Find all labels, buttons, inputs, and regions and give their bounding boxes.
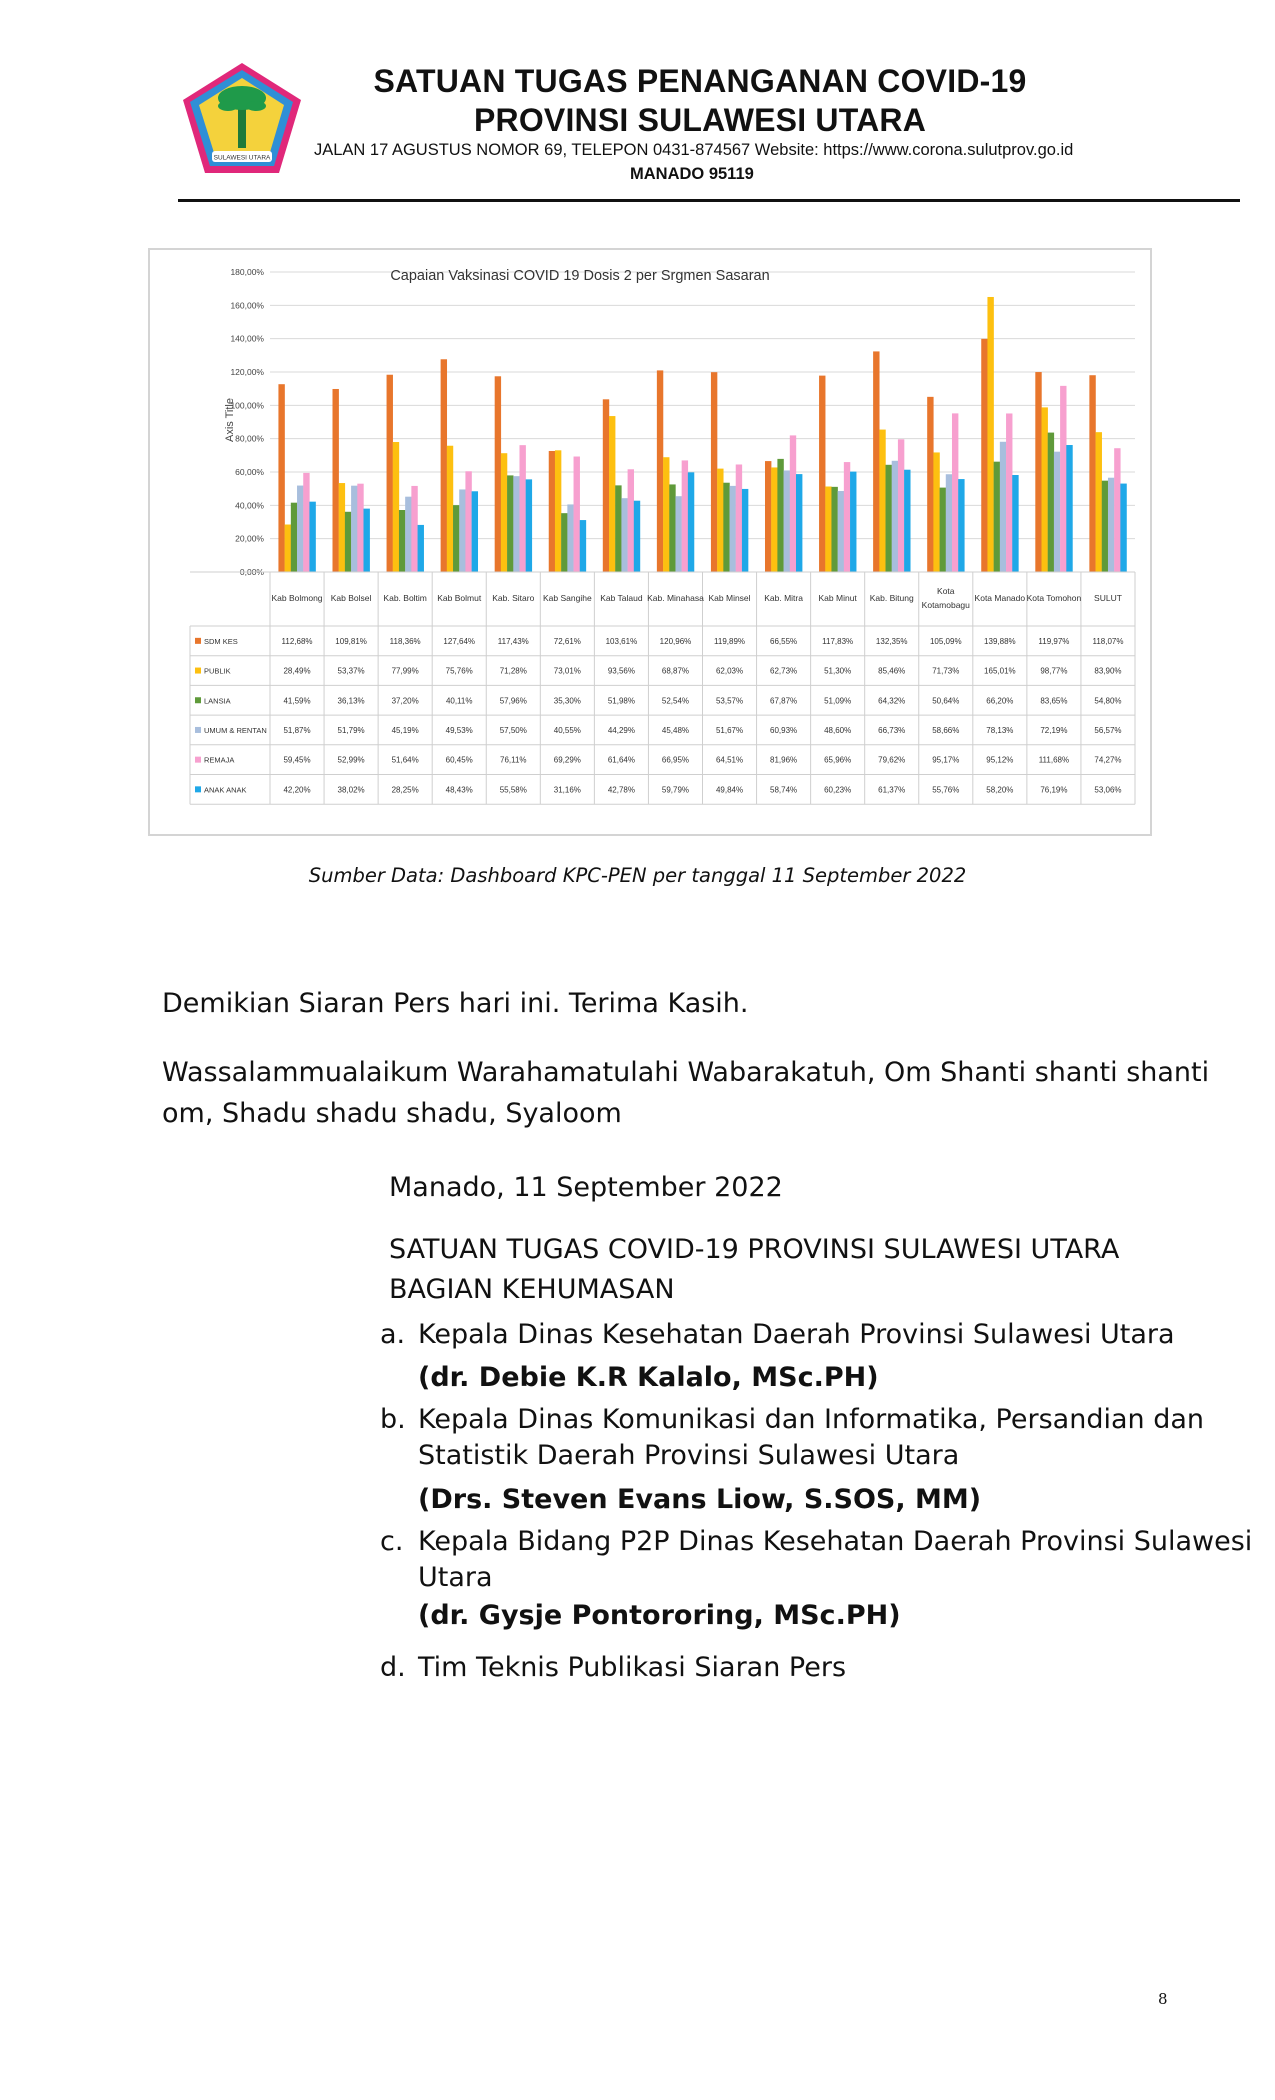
bar xyxy=(904,470,910,572)
legend-entry: SDM KES xyxy=(204,636,238,646)
bar xyxy=(663,457,669,572)
bar xyxy=(771,467,777,572)
chart-svg xyxy=(150,250,1150,834)
bar xyxy=(363,509,369,572)
bar xyxy=(730,486,736,572)
logo-text: SULAWESI UTARA xyxy=(213,154,271,162)
bar xyxy=(634,501,640,572)
data-label: 53,06% xyxy=(1094,785,1122,795)
data-label: 75,76% xyxy=(445,666,473,676)
data-label: 51,67% xyxy=(715,725,744,735)
x-tick-label: Kab Bolmong xyxy=(271,593,323,603)
bar xyxy=(387,375,393,572)
bar xyxy=(447,446,453,572)
bar xyxy=(309,502,315,572)
y-tick-label: 40,00% xyxy=(235,500,264,511)
bar xyxy=(297,486,303,572)
data-label: 53,57% xyxy=(715,696,744,706)
header-rule xyxy=(178,199,1240,202)
place-date: Manado, 11 September 2022 xyxy=(389,1172,783,1203)
list-item-name: (dr. Debie K.R Kalalo, MSc.PH) xyxy=(418,1362,879,1393)
data-label: 79,62% xyxy=(878,755,906,765)
bar xyxy=(628,469,634,572)
data-label: 66,95% xyxy=(661,755,690,765)
vaccination-chart xyxy=(148,248,1152,836)
bar xyxy=(501,453,507,572)
bar xyxy=(669,484,675,572)
bar xyxy=(717,469,723,572)
bar xyxy=(850,472,856,572)
data-label: 73,01% xyxy=(553,666,581,676)
y-tick-label: 80,00% xyxy=(235,433,264,444)
bar xyxy=(519,445,525,572)
x-tick-label: Kab Sangihe xyxy=(543,593,592,603)
data-label: 62,73% xyxy=(770,666,798,676)
data-label: 59,45% xyxy=(283,755,311,765)
data-label: 127,64% xyxy=(443,636,476,646)
bar xyxy=(555,450,561,572)
list-item-text: Kepala Dinas Kesehatan Daerah Provinsi Sulawesi Utara xyxy=(418,1319,1175,1350)
bar xyxy=(1006,413,1012,572)
data-label: 60,93% xyxy=(770,725,798,735)
bar xyxy=(1102,481,1108,572)
data-label: 55,76% xyxy=(932,785,960,795)
y-tick-label: 160,00% xyxy=(230,300,264,311)
list-item-label: a. xyxy=(380,1319,406,1350)
bar xyxy=(418,525,424,572)
bar xyxy=(399,510,405,572)
data-label: 69,29% xyxy=(553,755,581,765)
y-tick-label: 60,00% xyxy=(235,467,264,477)
bar xyxy=(1096,432,1102,572)
data-label: 71,73% xyxy=(932,666,960,676)
data-label: 119,89% xyxy=(714,636,746,646)
logo-emblem xyxy=(180,60,304,176)
bar xyxy=(657,370,663,572)
data-label: 52,99% xyxy=(337,755,365,765)
list-item-text: Kepala Dinas Komunikasi dan Informatika, Persandian dan xyxy=(418,1404,1204,1435)
data-label: 57,96% xyxy=(499,696,527,706)
data-label: 105,09% xyxy=(929,636,962,646)
bar xyxy=(465,471,471,572)
legend-swatch xyxy=(195,786,201,792)
bar xyxy=(609,416,615,572)
bar xyxy=(873,351,879,572)
list-item-label: c. xyxy=(380,1526,404,1557)
data-label: 67,87% xyxy=(770,696,798,706)
bar xyxy=(892,461,898,572)
header-title-line1: SATUAN TUGAS PENANGANAN COVID-19 xyxy=(373,63,1027,99)
legend-swatch xyxy=(195,668,201,674)
legend-entry: PUBLIK xyxy=(204,666,231,676)
bar xyxy=(549,451,555,572)
bar xyxy=(898,439,904,572)
bar xyxy=(838,491,844,572)
data-label: 28,25% xyxy=(391,785,419,795)
data-label: 38,02% xyxy=(337,785,365,795)
data-label: 41,59% xyxy=(283,696,311,706)
page-number: 8 xyxy=(1158,1990,1168,2008)
legend-entry: UMUM & RENTAN xyxy=(204,725,267,735)
x-tick-label: Kab. Sitaro xyxy=(492,593,535,603)
data-label: 51,64% xyxy=(391,755,419,765)
bar xyxy=(357,484,363,572)
data-label: 83,65% xyxy=(1040,696,1068,706)
data-label: 111,68% xyxy=(1038,755,1070,765)
data-label: 72,19% xyxy=(1040,725,1068,735)
bar xyxy=(411,486,417,572)
data-label: 40,55% xyxy=(553,725,581,735)
bar xyxy=(472,491,478,572)
legend-entry: LANSIA xyxy=(204,696,231,706)
legend-entry: REMAJA xyxy=(204,755,235,765)
data-label: 51,79% xyxy=(337,725,365,735)
x-tick-label: Kab Talaud xyxy=(600,593,643,603)
legend-swatch xyxy=(195,638,201,644)
data-label: 51,87% xyxy=(283,725,311,735)
data-label: 109,81% xyxy=(335,636,367,646)
data-label: 54,80% xyxy=(1094,696,1122,706)
y-tick-label: 100,00% xyxy=(230,400,264,411)
bar xyxy=(603,399,609,572)
header-title-line2: PROVINSI SULAWESI UTARA xyxy=(473,102,927,138)
bar xyxy=(1042,407,1048,572)
data-label: 117,83% xyxy=(822,636,854,646)
x-tick-label: Kab Minsel xyxy=(708,593,751,603)
bar xyxy=(513,476,519,572)
x-tick-label: Kota xyxy=(937,586,955,596)
bar xyxy=(981,339,987,572)
data-label: 58,66% xyxy=(932,725,960,735)
data-label: 45,19% xyxy=(391,725,419,735)
data-label: 68,87% xyxy=(661,666,690,676)
data-label: 50,64% xyxy=(932,696,960,706)
data-label: 74,27% xyxy=(1094,755,1122,765)
data-label: 76,11% xyxy=(500,755,527,765)
bar xyxy=(621,498,627,572)
bar xyxy=(819,376,825,572)
data-label: 119,97% xyxy=(1038,636,1070,646)
data-label: 95,12% xyxy=(986,755,1014,765)
list-item-text: Statistik Daerah Provinsi Sulawesi Utara xyxy=(418,1440,960,1471)
data-label: 118,36% xyxy=(389,636,421,646)
bar xyxy=(526,479,532,572)
greeting-line1: Wassalammualaikum Warahamatulahi Wabarakatuh, Om Shanti shanti shanti xyxy=(162,1057,1210,1088)
org-line1: SATUAN TUGAS COVID-19 PROVINSI SULAWESI UTARA xyxy=(389,1234,1120,1265)
bar xyxy=(765,461,771,572)
list-item-name: (Drs. Steven Evans Liow, S.SOS, MM) xyxy=(418,1484,982,1515)
legend-swatch xyxy=(195,727,201,733)
data-label: 83,90% xyxy=(1094,666,1122,676)
y-axis-label: Axis Title xyxy=(224,397,236,443)
y-tick-label: 120,00% xyxy=(230,367,264,377)
bar xyxy=(332,389,338,572)
data-label: 35,30% xyxy=(553,696,581,706)
bar xyxy=(711,372,717,572)
data-label: 64,32% xyxy=(878,696,906,706)
legend-swatch xyxy=(195,757,201,763)
legend-swatch xyxy=(195,697,201,703)
data-label: 64,51% xyxy=(715,755,744,765)
bar xyxy=(940,488,946,572)
data-label: 60,23% xyxy=(824,785,852,795)
bar xyxy=(339,483,345,572)
bar xyxy=(844,462,850,572)
data-label: 58,20% xyxy=(986,785,1014,795)
bar xyxy=(495,376,501,572)
data-label: 85,46% xyxy=(878,666,906,676)
bar xyxy=(742,489,748,572)
bar xyxy=(682,460,688,572)
bar xyxy=(285,525,291,572)
header-city: MANADO 95119 xyxy=(630,165,754,183)
x-tick-label: Kotamobagu xyxy=(921,600,970,610)
data-label: 65,96% xyxy=(824,755,852,765)
chart-title: Capaian Vaksinasi COVID 19 Dosis 2 per Srgmen Sasaran xyxy=(390,268,770,284)
list-item-text: Tim Teknis Publikasi Siaran Pers xyxy=(418,1652,847,1683)
data-label: 98,77% xyxy=(1040,666,1068,676)
data-label: 132,35% xyxy=(875,636,908,646)
data-label: 58,74% xyxy=(770,785,798,795)
bar xyxy=(393,442,399,572)
list-item-label: b. xyxy=(380,1404,406,1435)
bar xyxy=(994,462,1000,572)
data-label: 61,64% xyxy=(607,755,635,765)
data-label: 66,55% xyxy=(770,636,798,646)
data-label: 60,45% xyxy=(445,755,473,765)
bar xyxy=(1035,372,1041,572)
bar xyxy=(1120,484,1126,572)
bar xyxy=(459,489,465,572)
data-label: 93,56% xyxy=(607,666,635,676)
bar xyxy=(580,520,586,572)
list-item-text: Utara xyxy=(418,1562,493,1593)
bar xyxy=(561,513,567,572)
x-tick-label: Kota Manado xyxy=(974,593,1026,603)
data-label: 44,29% xyxy=(607,725,635,735)
data-label: 40,11% xyxy=(445,696,473,706)
chart-caption: Sumber Data: Dashboard KPC-PEN per tanggal 11 September 2022 xyxy=(308,864,967,887)
bar xyxy=(303,473,309,572)
data-label: 59,79% xyxy=(661,785,690,795)
x-tick-label: Kab Minut xyxy=(818,593,857,603)
bar xyxy=(351,486,357,572)
closing-text: Demikian Siaran Pers hari ini. Terima Kasih. xyxy=(162,988,749,1019)
data-label: 51,98% xyxy=(607,696,635,706)
data-label: 57,50% xyxy=(499,725,527,735)
data-label: 51,30% xyxy=(824,666,852,676)
header-address: JALAN 17 AGUSTUS NOMOR 69, TELEPON 0431-874567 Website: https://www.corona.sulutprov.go.id xyxy=(314,141,1074,159)
bar xyxy=(507,475,513,572)
bar xyxy=(777,459,783,572)
x-tick-label: SULUT xyxy=(1094,593,1122,603)
bar xyxy=(933,452,939,572)
x-tick-label: Kab. Boltim xyxy=(383,593,427,603)
data-label: 66,20% xyxy=(986,696,1014,706)
bar xyxy=(567,504,573,572)
x-tick-label: Kota Tomohon xyxy=(1026,593,1082,603)
bar xyxy=(952,413,958,572)
bar xyxy=(675,496,681,572)
data-label: 28,49% xyxy=(283,666,311,676)
x-tick-label: Kab. Mitra xyxy=(764,593,803,603)
list-item-name: (dr. Gysje Pontororing, MSc.PH) xyxy=(418,1600,901,1631)
bar xyxy=(796,474,802,572)
bar xyxy=(1114,448,1120,572)
bar xyxy=(987,297,993,572)
bar xyxy=(441,359,447,572)
data-label: 45,48% xyxy=(661,725,690,735)
data-label: 49,84% xyxy=(715,785,744,795)
data-label: 36,13% xyxy=(337,696,365,706)
data-label: 42,78% xyxy=(607,785,635,795)
data-label: 118,07% xyxy=(1092,636,1124,646)
data-label: 81,96% xyxy=(770,755,798,765)
list-item-label: d. xyxy=(380,1652,406,1683)
data-label: 55,58% xyxy=(499,785,527,795)
data-label: 103,61% xyxy=(605,636,638,646)
bar xyxy=(736,464,742,572)
data-label: 77,99% xyxy=(391,666,419,676)
bar xyxy=(784,470,790,572)
bar xyxy=(1060,386,1066,572)
bar xyxy=(1048,433,1054,572)
bar xyxy=(453,505,459,572)
data-label: 56,57% xyxy=(1094,725,1122,735)
greeting-line2: om, Shadu shadu shadu, Syaloom xyxy=(162,1098,622,1129)
bar xyxy=(1108,478,1114,572)
bar xyxy=(723,483,729,572)
data-label: 52,54% xyxy=(661,696,690,706)
data-label: 112,68% xyxy=(281,636,313,646)
data-label: 53,37% xyxy=(337,666,365,676)
data-label: 95,17% xyxy=(932,755,960,765)
data-label: 71,28% xyxy=(499,666,527,676)
y-tick-label: 0,00% xyxy=(239,567,264,577)
data-label: 76,19% xyxy=(1040,785,1068,795)
bar xyxy=(345,512,351,572)
bar xyxy=(291,503,297,572)
data-label: 37,20% xyxy=(391,696,419,706)
x-tick-label: Kab Bolmut xyxy=(437,593,482,603)
data-label: 66,73% xyxy=(878,725,906,735)
data-label: 48,60% xyxy=(824,725,852,735)
data-label: 139,88% xyxy=(984,636,1016,646)
data-label: 117,43% xyxy=(497,636,529,646)
bar xyxy=(1012,475,1018,572)
x-tick-label: Kab. Minahasa xyxy=(647,593,704,603)
bar xyxy=(615,485,621,572)
data-label: 165,01% xyxy=(984,666,1016,676)
data-label: 72,61% xyxy=(553,636,581,646)
list-item-text: Kepala Bidang P2P Dinas Kesehatan Daerah Provinsi Sulawesi xyxy=(418,1526,1253,1557)
bar xyxy=(886,465,892,572)
bar xyxy=(688,472,694,572)
bar xyxy=(1066,445,1072,572)
data-label: 49,53% xyxy=(445,725,473,735)
bar xyxy=(879,430,885,572)
bar xyxy=(958,479,964,572)
data-label: 120,96% xyxy=(659,636,692,646)
y-tick-label: 20,00% xyxy=(235,533,264,544)
bar xyxy=(831,487,837,572)
bar xyxy=(278,384,284,572)
bar xyxy=(1089,375,1095,572)
bar xyxy=(790,435,796,572)
data-label: 61,37% xyxy=(878,785,906,795)
data-label: 51,09% xyxy=(824,696,852,706)
bar xyxy=(1054,452,1060,572)
data-label: 42,20% xyxy=(283,785,311,795)
bar xyxy=(405,497,411,572)
bar xyxy=(574,457,580,572)
bar xyxy=(1000,442,1006,572)
data-label: 48,43% xyxy=(445,785,473,795)
data-label: 31,16% xyxy=(553,785,581,795)
bar xyxy=(927,397,933,572)
y-tick-label: 140,00% xyxy=(230,333,264,344)
data-label: 62,03% xyxy=(715,666,744,676)
legend-entry: ANAK ANAK xyxy=(204,785,247,795)
bar xyxy=(825,487,831,573)
bar xyxy=(946,474,952,572)
x-tick-label: Kab Bolsel xyxy=(330,593,372,603)
data-label: 78,13% xyxy=(986,725,1014,735)
y-tick-label: 180,00% xyxy=(230,267,264,277)
x-tick-label: Kab. Bitung xyxy=(869,593,914,603)
org-line2: BAGIAN KEHUMASAN xyxy=(389,1274,675,1305)
